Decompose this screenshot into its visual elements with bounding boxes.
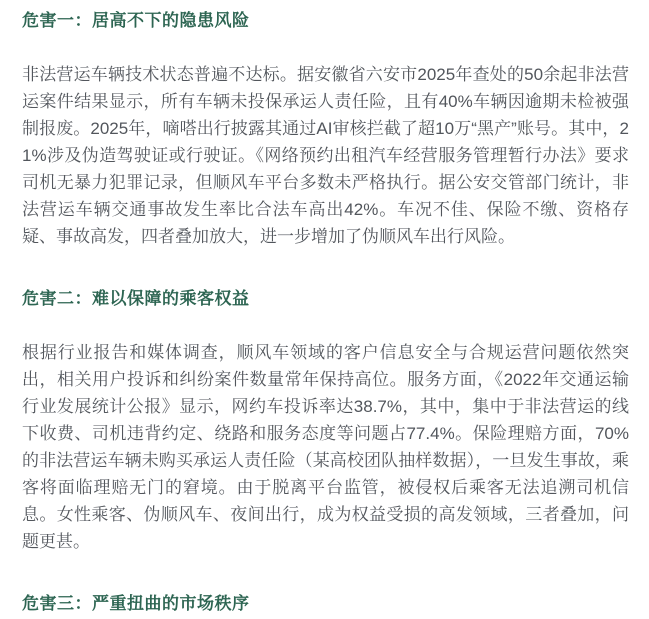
section-heading-hazard-3: 危害三：严重扭曲的市场秩序: [22, 594, 250, 613]
section-hazard-1: [22, 7, 629, 250]
section-body-hazard-2: 根据行业报告和媒体调查，顺风车领域的客户信息安全与合规运营问题依然突出，相关用户投诉和纠纷案件数量常年保持高位。服务方面，《2022年交通运输行业发展统计公报》显示，网约车投诉率达38.7%，其中，集中于非法营运的线下收费、司机违背约定、绕路和服务态度等问题占77.4%。保险理赔方面，70%的非法营运车辆未购买承运人责任险（某高校团队抽样数据），一旦发生事故，乘客将面临理赔无门的窘境。由于脱离平台监管，被侵权后乘客无法追溯司机信息。女性乘客、伪顺风车、夜间出行，成为权益受损的高发领域，三者叠加，问题更甚。: [22, 343, 629, 551]
section-heading-hazard-2: 危害二：难以保障的乘客权益: [22, 289, 250, 308]
section-heading-hazard-1: 危害一：居高不下的隐患风险: [22, 11, 250, 30]
section-body-hazard-1: 非法营运车辆技术状态普遍不达标。据安徽省六安市2025年查处的50余起非法营运案件结果显示，所有车辆未投保承运人责任险，且有40%车辆因逾期未检被强制报废。2025年，嘀嗒出行披露其通过AI审核拦截了超10万“黑产”账号。其中，21%涉及伪造驾驶证或行驶证。《网络预约出租汽车经营服务管理暂行办法》要求司机无暴力犯罪记录，但顺风车平台多数未严格执行。据公安交管部门统计，非法营运车辆交通事故发生率比合法车高出42%。车况不佳、保险不缴、资格存疑、事故高发，四者叠加放大，进一步增加了伪顺风车出行风险。: [22, 65, 629, 246]
section-hazard-2: [22, 285, 629, 555]
section-hazard-3: [22, 590, 629, 617]
